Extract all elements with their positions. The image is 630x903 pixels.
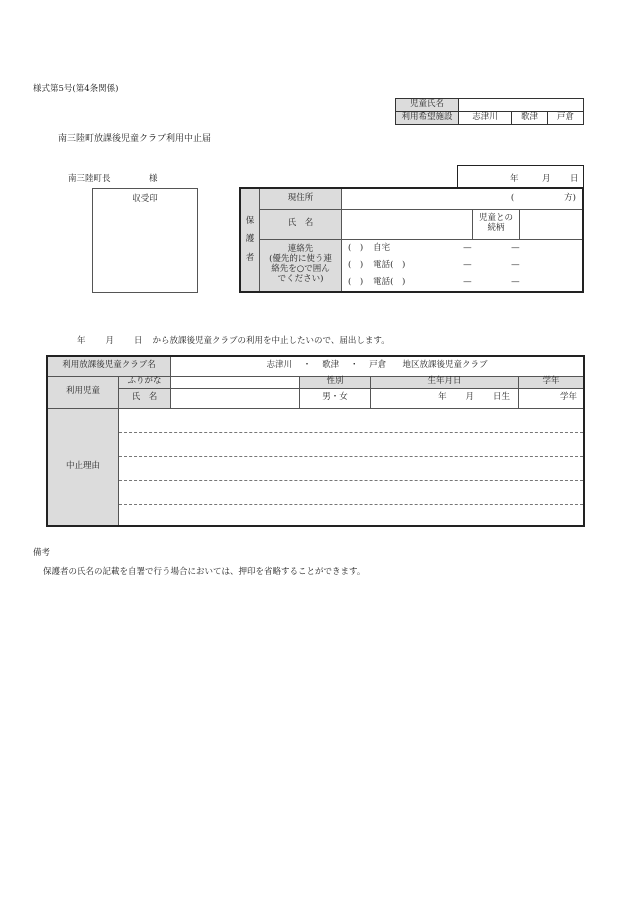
- contact-option-phone-1[interactable]: ( ) 電話( ) — —: [348, 259, 520, 270]
- remarks-text: 保護者の氏名の記載を自署で行う場合においては、押印を省略することができます。: [43, 567, 366, 577]
- relation-field[interactable]: [520, 209, 584, 239]
- furigana-label: ふりがな: [119, 376, 171, 388]
- reason-line: [119, 457, 583, 481]
- child-name-field[interactable]: [459, 99, 584, 112]
- contact-option-phone-2[interactable]: ( ) 電話( ) — —: [348, 276, 520, 287]
- contact-options[interactable]: [342, 239, 584, 292]
- gender-field[interactable]: 男・女: [300, 388, 371, 408]
- reason-field[interactable]: [119, 408, 585, 526]
- contact-option-home[interactable]: ( ) 自宅 — —: [348, 242, 520, 253]
- receipt-stamp-box: [92, 188, 198, 293]
- facility-option-shizugawa[interactable]: 志津川: [459, 112, 512, 125]
- child-info-table: [395, 98, 584, 125]
- gender-label: 性別: [300, 376, 371, 388]
- grade-field[interactable]: 学年: [519, 388, 585, 408]
- facility-label: 利用希望施設: [396, 112, 459, 125]
- child-label: 利用児童: [47, 376, 119, 408]
- grade-label: 学年: [519, 376, 585, 388]
- child-name-field[interactable]: [171, 388, 300, 408]
- child-name-label: 児童氏名: [396, 99, 459, 112]
- remarks-title: 備考: [33, 548, 51, 558]
- guardian-name-label: 氏 名: [260, 209, 342, 239]
- addressee-honorific: 様: [149, 174, 158, 184]
- furigana-field[interactable]: [171, 376, 300, 388]
- form-number: 様式第5号(第4条関係): [33, 84, 119, 94]
- date-year-label: 年: [510, 174, 519, 184]
- submission-date-box[interactable]: [457, 165, 584, 188]
- page-title: 南三陸町放課後児童クラブ利用中止届: [58, 134, 212, 144]
- address-field[interactable]: ( 方): [342, 188, 584, 209]
- guardian-side-label: 保 護 者: [240, 188, 260, 292]
- relation-label: 児童との 続柄: [473, 209, 520, 239]
- guardian-table: [239, 187, 584, 293]
- main-table: [46, 355, 585, 527]
- date-month-label: 月: [542, 174, 551, 184]
- date-day-label: 日: [570, 174, 579, 184]
- statement-line: 年 月 日 から放課後児童クラブの利用を中止したいので、届出します。: [77, 336, 390, 346]
- child-name-label: 氏 名: [119, 388, 171, 408]
- stamp-label: 収受印: [132, 194, 158, 204]
- birthdate-label: 生年月日: [371, 376, 519, 388]
- reason-label: 中止理由: [47, 408, 119, 526]
- facility-option-utatsu[interactable]: 歌津: [511, 112, 547, 125]
- guardian-name-field[interactable]: [342, 209, 473, 239]
- addressee-name: 南三陸町長: [68, 174, 111, 184]
- address-label: 現住所: [260, 188, 342, 209]
- birthdate-field[interactable]: 年 月 日生: [371, 388, 519, 408]
- club-label: 利用放課後児童クラブ名: [47, 356, 171, 376]
- club-options[interactable]: 志津川 ・ 歌津 ・ 戸倉 地区放課後児童クラブ: [171, 356, 585, 376]
- reason-line: [119, 433, 583, 457]
- facility-option-tokura[interactable]: 戸倉: [547, 112, 583, 125]
- reason-line: [119, 481, 583, 505]
- reason-line: [119, 409, 583, 433]
- contact-label: 連絡先 (優先的に使う連 絡先を○で囲ん でください): [260, 239, 342, 292]
